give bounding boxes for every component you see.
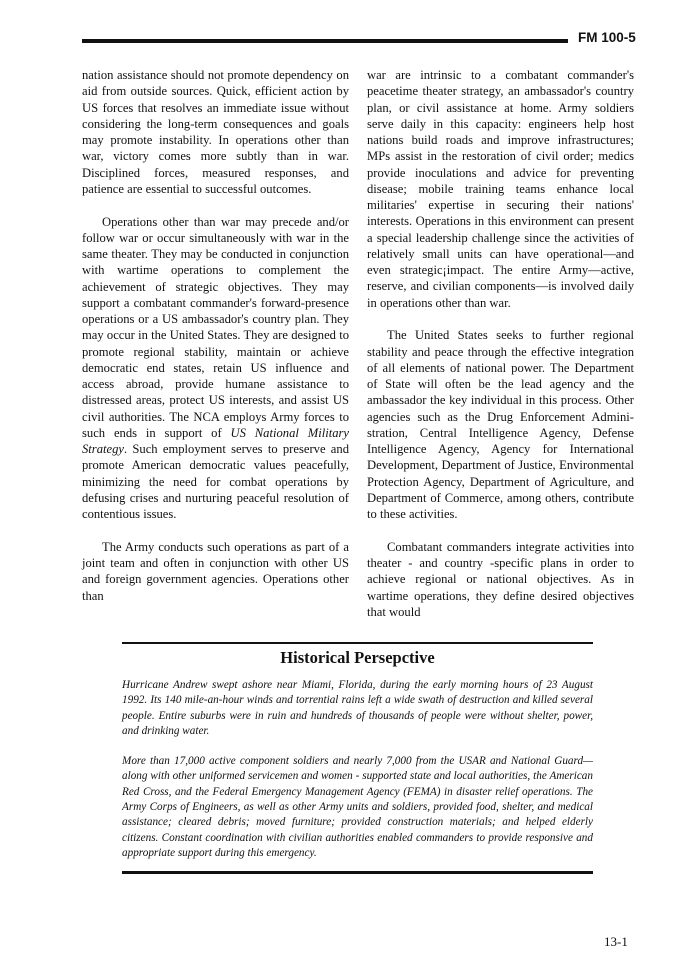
- right-column: [367, 67, 634, 620]
- paragraph: [82, 214, 349, 523]
- body-columns: [82, 67, 634, 620]
- paragraph: The Army conducts such operations as part of a joint team and often in conjunction with other US and foreign government agencies. Operations other than: [82, 539, 349, 603]
- paragraph: Hurricane Andrew swept ashore near Miami, Florida, during the early morning hours of 23 August 1992. Its 140 mile-an-hour winds and torrential rains left a wide swath of destruction and killed several people. Entire suburbs were in ruin and hundreds of thousands of people were without shelter, power, and drinking water.: [122, 679, 593, 737]
- sidebar-title: Historical Persepctive: [280, 648, 435, 667]
- header-rule: [82, 39, 568, 43]
- historical-perspective-box: [122, 642, 593, 874]
- paragraph: The United States seeks to further regional stability and peace through the effective integration of all elements of national power. The Department of State will often be the lead agency and the ambassador the key individual in this process. Other agencies such as the Drug Enforcement Admini-stration, Central Intelligence Agency, Defense Intelligence Agency, Agency for International Development, Department of Justice, Environmental Protection Agency, Department of Agriculture, and Department of Commerce, among others, contribute to these activities.: [367, 328, 634, 521]
- text: . Such employment serves to preserve and promote American democratic values peacefully, minimizing the need for combat operations by defusing crises and nurturing peaceful resolution of contentious issues.: [82, 442, 349, 521]
- paragraph: Combatant commanders integrate activities into theater - and country -specific plans in order to achieve regional or national objectives. As in wartime operations, they define desired objectives that would: [367, 539, 634, 619]
- text: Operations other than war may precede and/or follow war or occur simultaneously with war in the same theater. They may be conducted in conjunction with wartime operations to complement the achievement of strategic objectives. They may support a combatant commander's forward-presence operations or a US ambassador's country plan. They may occur in the United States. They are designed to promote regional stability, maintain or achieve democratic end states, retain US influence and access abroad, provide humane assistance to distressed areas, protect US interests, and assist US civil authorities. The NCA employs Army forces to such ends in support of: [82, 214, 349, 440]
- sidebar-body: [122, 678, 593, 861]
- paragraph: war are intrinsic to a combatant commander's peacetime theater strategy, an ambassador's country plan, or civil assistance at home. Army soldiers serve daily in this capacity: engineers help host nations build roads and improve infrastructures; MPs assist in the restoration of civil order; medics provide inoculations and advice for preventing disease; mobile training teams enhance local militaries' expertise in securing their nations' interests. Operations in this environment can present a special leadership challenge since the activities of relatively small units can have operational—and even strategic¡impact. The entire Army—active, reserve, and civilian components—is involved daily in operations other than war.: [367, 68, 634, 310]
- page-header: [82, 30, 642, 45]
- document-id: FM 100-5: [578, 30, 636, 45]
- paragraph: nation assistance should not promote dependency on aid from outside sources. Quick, efficient action by US forces that resolves an immediate issue without considering the long-term consequences and goals may promote instability. In operations other than war, victory comes more subtly than in war. Disciplined forces, measured responses, and patience are essential to successful outcomes.: [82, 68, 349, 196]
- italic-title: US National Military Strategy: [82, 425, 349, 456]
- paragraph: More than 17,000 active component soldiers and nearly 7,000 from the USAR and National Guard—along with other uniformed servicemen and women - supported state and local authorities, the American Red Cross, and the Federal Emergency Management Agency (FEMA) in disaster relief operations. The Army Corps of Engineers, as well as other Army units and soldiers, provided food, shelter, and medical assistance; cleared debris; moved furniture; provided construction materials; and helped elderly citizens. Constant coordination with civilian authorities enabled commanders to provide responsive and appropriate support during this emergency.: [122, 755, 593, 859]
- page-number: 13-1: [604, 934, 628, 950]
- left-column: [82, 67, 349, 604]
